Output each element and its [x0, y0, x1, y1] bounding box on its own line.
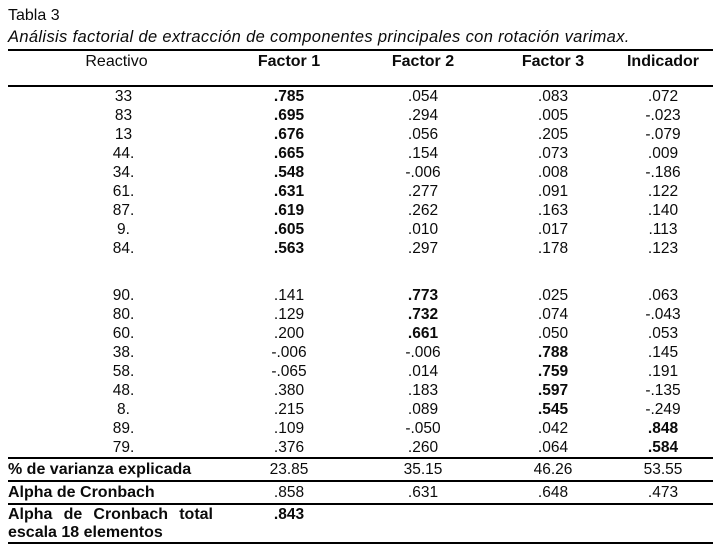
- summary-value-factor3: [493, 504, 613, 543]
- cell-factor3: .017: [537, 221, 569, 238]
- col-header-factor2: Factor 2: [353, 50, 493, 86]
- cell-factor3: .178: [537, 240, 569, 257]
- table-row: [8, 125, 713, 144]
- summary-label: [8, 504, 225, 543]
- summary-value-indicador: 53.55: [613, 458, 713, 481]
- cell-indicador: -.135: [645, 382, 681, 399]
- summary-label-text: Alpha de Cronbach: [8, 484, 155, 501]
- cell-factor2: .260: [407, 439, 439, 456]
- table-body: [8, 86, 713, 543]
- table-row: [8, 362, 713, 381]
- cell-factor1: .563: [273, 240, 305, 257]
- table-row: [8, 144, 713, 163]
- cell-factor3: .545: [537, 401, 569, 418]
- summary-value-factor3: .648: [493, 481, 613, 504]
- cell-factor1: .665: [273, 145, 305, 162]
- cell-factor1: .380: [273, 382, 305, 399]
- cell-factor2: .054: [407, 88, 439, 105]
- table-row: [8, 106, 713, 125]
- cell-reactivo: 79.: [112, 439, 135, 456]
- summary-label-text: % de varianza explicada: [8, 461, 192, 478]
- summary-label: [8, 481, 225, 504]
- table-row: [8, 220, 713, 239]
- cell-indicador: .072: [647, 88, 679, 105]
- cell-indicador: .009: [647, 145, 679, 162]
- table-row: [8, 305, 713, 324]
- cell-factor2: .297: [407, 240, 439, 257]
- cell-reactivo: 48.: [112, 382, 135, 399]
- cell-factor3: .091: [537, 183, 569, 200]
- cell-factor1: -.065: [271, 363, 307, 380]
- cell-factor3: .074: [537, 306, 569, 323]
- cell-factor3: .042: [537, 420, 569, 437]
- cell-reactivo: 84.: [112, 240, 135, 257]
- cell-indicador: .848: [647, 420, 679, 437]
- cell-reactivo: 38.: [112, 344, 135, 361]
- cell-factor1: .619: [273, 202, 305, 219]
- header-row: [8, 50, 713, 86]
- table-row: [8, 86, 713, 106]
- table-row: [8, 400, 713, 419]
- col-header-indicador: Indicador: [613, 50, 713, 86]
- cell-factor3: .064: [537, 439, 569, 456]
- summary-value-indicador: [613, 504, 713, 543]
- cell-indicador: .123: [647, 240, 679, 257]
- summary-value-factor2: .631: [353, 481, 493, 504]
- cell-indicador: -.249: [645, 401, 681, 418]
- cell-factor1: .376: [273, 439, 305, 456]
- cell-factor1: .695: [273, 107, 305, 124]
- cell-factor3: .083: [537, 88, 569, 105]
- table-caption: Análisis factorial de extracción de componentes principales con rotación varimax.: [8, 28, 630, 46]
- table-row: [8, 201, 713, 220]
- cell-factor3: .597: [537, 382, 569, 399]
- cell-indicador: .122: [647, 183, 679, 200]
- summary-value-indicador: .473: [613, 481, 713, 504]
- cell-factor2: .154: [407, 145, 439, 162]
- cell-reactivo: 61.: [112, 183, 135, 200]
- cell-factor3: .073: [537, 145, 569, 162]
- summary-value-factor1: .843: [225, 504, 353, 543]
- col-header-factor1: Factor 1: [225, 50, 353, 86]
- summary-row: [8, 504, 713, 543]
- cell-indicador: -.079: [645, 126, 681, 143]
- cell-factor2: .089: [407, 401, 439, 418]
- summary-value-factor2: [353, 504, 493, 543]
- cell-factor1: .215: [273, 401, 305, 418]
- cell-reactivo: 13: [114, 126, 133, 143]
- cell-indicador: .145: [647, 344, 679, 361]
- cell-reactivo: 33: [114, 88, 133, 105]
- cell-reactivo: 58.: [112, 363, 135, 380]
- cell-indicador: .191: [647, 363, 679, 380]
- summary-label: [8, 458, 225, 481]
- cell-factor3: .163: [537, 202, 569, 219]
- cell-factor3: .205: [537, 126, 569, 143]
- summary-value-factor1: 23.85: [225, 458, 353, 481]
- table-row: [8, 182, 713, 201]
- cell-reactivo: 34.: [112, 164, 135, 181]
- cell-reactivo: 44.: [112, 145, 135, 162]
- cell-factor2: .732: [407, 306, 439, 323]
- cell-factor1: .200: [273, 325, 305, 342]
- cell-factor2: .262: [407, 202, 439, 219]
- table-row: [8, 381, 713, 400]
- cell-factor2: .661: [407, 325, 439, 342]
- cell-factor2: -.006: [405, 164, 441, 181]
- cell-reactivo: 90.: [112, 287, 135, 304]
- cell-factor3: .005: [537, 107, 569, 124]
- table-row: [8, 343, 713, 362]
- group-spacer-row: [8, 258, 713, 286]
- summary-value-factor1: .858: [225, 481, 353, 504]
- cell-indicador: -.023: [645, 107, 681, 124]
- cell-factor1: .605: [273, 221, 305, 238]
- cell-factor3: .025: [537, 287, 569, 304]
- cell-factor3: .008: [537, 164, 569, 181]
- cell-factor3: .050: [537, 325, 569, 342]
- summary-value-factor3: 46.26: [493, 458, 613, 481]
- cell-factor1: .631: [273, 183, 305, 200]
- cell-factor2: .056: [407, 126, 439, 143]
- table-row: [8, 163, 713, 182]
- cell-factor2: -.050: [405, 420, 441, 437]
- table-row: [8, 239, 713, 258]
- summary-label-text: Alpha de Cronbach total escala 18 elementos: [8, 506, 213, 541]
- summary-row: [8, 481, 713, 504]
- spacer-cell: [8, 258, 713, 286]
- cell-factor2: .277: [407, 183, 439, 200]
- cell-reactivo: 8.: [117, 401, 130, 418]
- cell-reactivo: 80.: [112, 306, 135, 323]
- cell-factor3: .788: [537, 344, 569, 361]
- table-row: [8, 324, 713, 343]
- cell-reactivo: 89.: [112, 420, 135, 437]
- factor-analysis-table: [8, 49, 713, 544]
- cell-factor1: .141: [273, 287, 305, 304]
- cell-factor2: .014: [407, 363, 439, 380]
- table-row: [8, 286, 713, 305]
- cell-factor1: .676: [273, 126, 305, 143]
- cell-factor2: .773: [407, 287, 439, 304]
- cell-reactivo: 83: [114, 107, 133, 124]
- cell-reactivo: 87.: [112, 202, 135, 219]
- table-row: [8, 419, 713, 438]
- cell-factor1: -.006: [271, 344, 307, 361]
- cell-factor2: .183: [407, 382, 439, 399]
- cell-indicador: .053: [647, 325, 679, 342]
- cell-reactivo: 9.: [117, 221, 130, 238]
- col-header-reactivo: Reactivo: [8, 50, 225, 86]
- summary-value-factor2: 35.15: [353, 458, 493, 481]
- cell-indicador: -.186: [645, 164, 681, 181]
- cell-indicador: .584: [647, 439, 679, 456]
- summary-row: [8, 458, 713, 481]
- cell-indicador: .063: [647, 287, 679, 304]
- table-row: [8, 438, 713, 458]
- cell-reactivo: 60.: [112, 325, 135, 342]
- cell-factor3: .759: [537, 363, 569, 380]
- cell-factor1: .548: [273, 164, 305, 181]
- table-number-title: Tabla 3: [8, 7, 60, 24]
- cell-factor2: -.006: [405, 344, 441, 361]
- cell-indicador: .140: [647, 202, 679, 219]
- cell-factor2: .010: [407, 221, 439, 238]
- col-header-factor3: Factor 3: [493, 50, 613, 86]
- cell-factor2: .294: [407, 107, 439, 124]
- cell-factor1: .129: [273, 306, 305, 323]
- cell-factor1: .785: [273, 88, 305, 105]
- cell-indicador: .113: [648, 221, 678, 238]
- cell-factor1: .109: [273, 420, 305, 437]
- cell-indicador: -.043: [645, 306, 681, 323]
